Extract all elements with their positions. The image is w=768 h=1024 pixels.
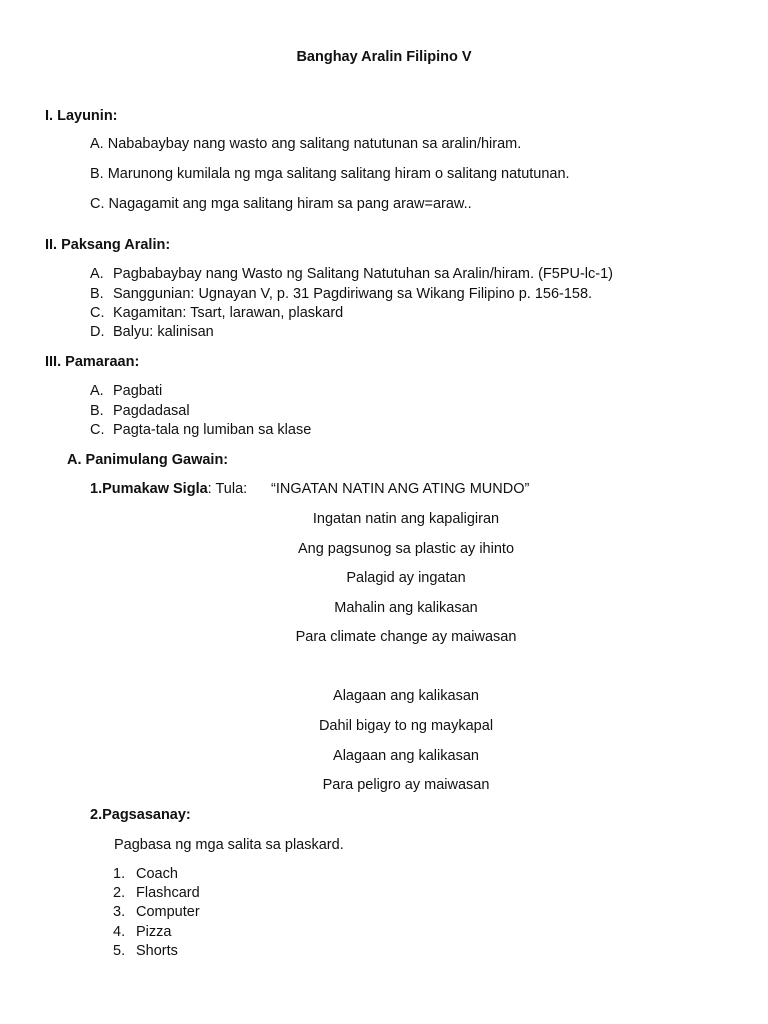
- poem-line: Para peligro ay maiwasan: [322, 777, 490, 793]
- list-marker: C.: [90, 422, 105, 438]
- list-item-text: Balyu: kalinisan: [113, 324, 214, 340]
- pagsasanay-instruction: Pagbasa ng mga salita sa plaskard.: [114, 837, 344, 853]
- poem-line: Mahalin ang kalikasan: [334, 600, 478, 616]
- list-marker: A.: [90, 383, 104, 399]
- pumakaw-sigla-label: 1.Pumakaw Sigla: [90, 481, 208, 497]
- list-item-text: Computer: [136, 904, 200, 920]
- list-marker: 3.: [113, 904, 126, 920]
- poem-title: “INGATAN NATIN ANG ATING MUNDO”: [271, 481, 530, 497]
- layunin-item: B. Marunong kumilala ng mga salitang salitang hiram o salitang natutunan.: [90, 166, 570, 182]
- layunin-item: A. Nababaybay nang wasto ang salitang natutunan sa aralin/hiram.: [90, 136, 522, 152]
- section-heading-layunin: I. Layunin:: [45, 108, 118, 124]
- pumakaw-sigla-line: [90, 482, 247, 497]
- list-marker: 5.: [113, 943, 126, 959]
- poem-line: Palagid ay ingatan: [346, 570, 466, 586]
- list-item-text: Flashcard: [136, 885, 200, 901]
- list-item-text: Pagta-tala ng lumiban sa klase: [113, 422, 312, 438]
- layunin-item: C. Nagagamit ang mga salitang hiram sa pang araw=araw..: [90, 196, 472, 212]
- list-marker: B.: [90, 403, 104, 419]
- list-marker: C.: [90, 305, 105, 321]
- list-item-text: Shorts: [136, 943, 178, 959]
- list-marker: A.: [90, 266, 104, 282]
- list-item-text: Sanggunian: Ugnayan V, p. 31 Pagdiriwang sa Wikang Filipino p. 156-158.: [113, 286, 593, 302]
- list-item-text: Pizza: [136, 924, 172, 940]
- poem-line: Para climate change ay maiwasan: [295, 629, 517, 645]
- list-item-text: Coach: [136, 866, 178, 882]
- page-title: Banghay Aralin Filipino V: [296, 49, 472, 65]
- section-heading-paksang-aralin: II. Paksang Aralin:: [45, 237, 171, 253]
- list-item-text: Pagdadasal: [113, 403, 190, 419]
- subsection-heading-panimulang-gawain: A. Panimulang Gawain:: [67, 452, 229, 468]
- list-item-text: Pagbati: [113, 383, 163, 399]
- list-item-text: Pagbabaybay nang Wasto ng Salitang Natutuhan sa Aralin/hiram. (F5PU-lc-1): [113, 266, 613, 282]
- list-item-text: Kagamitan: Tsart, larawan, plaskard: [113, 305, 344, 321]
- poem-line: Dahil bigay to ng maykapal: [318, 718, 494, 734]
- list-marker: 2.: [113, 885, 126, 901]
- section-heading-pamaraan: III. Pamaraan:: [45, 354, 140, 370]
- poem-line: Alagaan ang kalikasan: [333, 748, 479, 764]
- tula-label: : Tula:: [207, 481, 248, 497]
- list-marker: B.: [90, 286, 104, 302]
- pagsasanay-heading: 2.Pagsasanay:: [90, 807, 191, 823]
- poem-line: Ingatan natin ang kapaligiran: [312, 511, 500, 527]
- list-marker: D.: [90, 324, 105, 340]
- poem-line: Ang pagsunog sa plastic ay ihinto: [297, 541, 515, 557]
- poem-line: Alagaan ang kalikasan: [333, 688, 479, 704]
- list-marker: 1.: [113, 866, 126, 882]
- list-marker: 4.: [113, 924, 126, 940]
